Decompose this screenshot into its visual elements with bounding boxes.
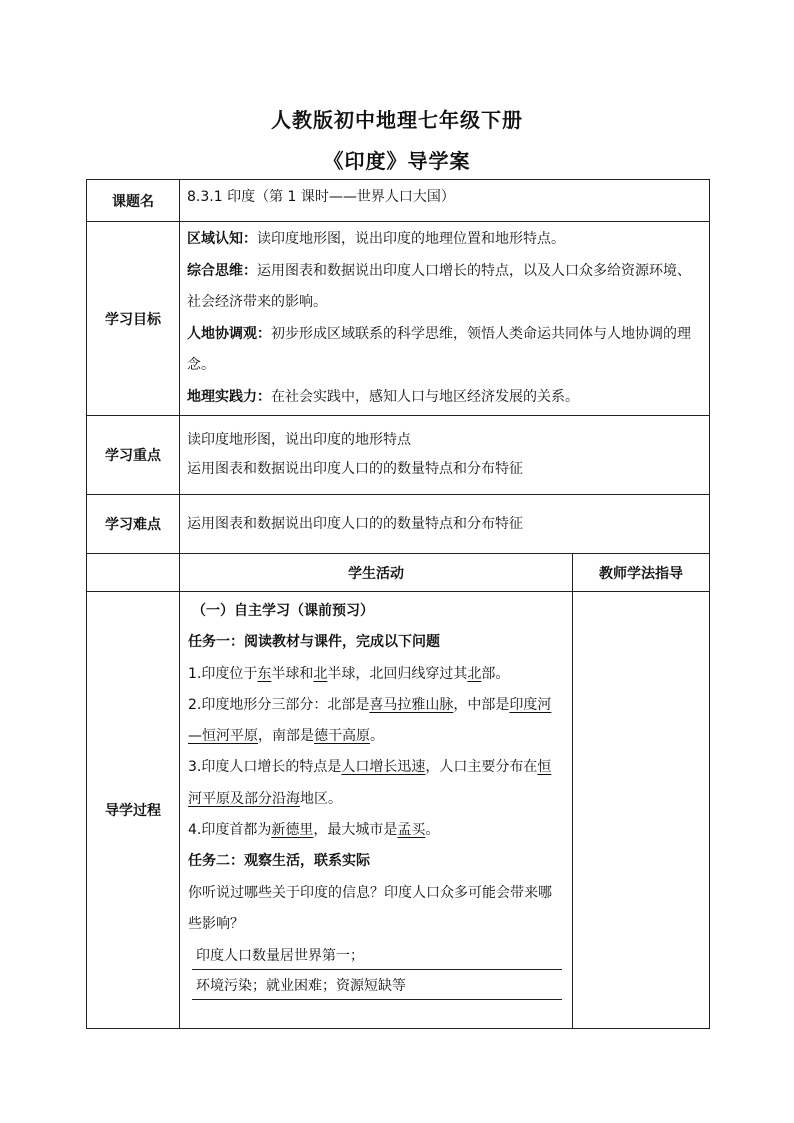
student-activity-header: 学生活动 — [180, 554, 573, 592]
answer-blank: 印度河—恒河平原 — [188, 696, 552, 745]
goals-row — [87, 222, 710, 416]
answer-blank: 北 — [313, 665, 328, 682]
key-content — [180, 416, 710, 495]
key-row — [87, 416, 710, 495]
key-point: 运用图表和数据说出印度人口的的数量特点和分布特征 — [187, 461, 523, 477]
goals-content — [180, 222, 710, 416]
key-point: 读印度地形图，说出印度的地形特点 — [187, 432, 411, 448]
question-3: 3.印度人口增长的特点是人口增长迅速，人口主要分布在恒河平原及部分沿海地区。 — [188, 759, 552, 807]
difficulty-text: 运用图表和数据说出印度人口的的数量特点和分布特征 — [180, 495, 710, 554]
question-4: 4.印度首都为新德里，最大城市是孟买。 — [188, 822, 440, 839]
answer-blank: 北 — [467, 665, 482, 682]
topic-value: 8.3.1 印度（第 1 课时——世界人口大国） — [180, 180, 710, 222]
teacher-guidance-header: 教师学法指导 — [573, 554, 710, 592]
answer-line-1: 印度人口数量居世界第一； — [192, 943, 562, 970]
key-label: 学习重点 — [87, 416, 180, 495]
column-header-row — [87, 554, 710, 592]
section-heading: （一）自主学习（课前预习） — [192, 603, 374, 619]
difficulty-label: 学习难点 — [87, 495, 180, 554]
goal-item: 人地协调观：初步形成区域联系的科学思维，领悟人类命运共同体与人地协调的理念。 — [187, 325, 691, 373]
answer-line-2: 环境污染；就业困难；资源短缺等 — [192, 973, 562, 1000]
goals-label: 学习目标 — [87, 222, 180, 416]
guide-table — [86, 179, 710, 1029]
answer-blank: 喜马拉雅山脉 — [369, 696, 454, 713]
document-title: 人教版初中地理七年级下册 — [271, 108, 523, 132]
answer-blank: 东 — [257, 665, 272, 682]
answer-blank: 新德里 — [271, 822, 314, 839]
teacher-guidance-content — [573, 592, 710, 1029]
topic-row — [87, 180, 710, 222]
empty-header-cell — [87, 554, 180, 592]
process-row — [87, 592, 710, 1029]
question-1: 1.印度位于东半球和北半球，北回归线穿过其北部。 — [188, 665, 510, 682]
answer-blank: 恒河平原及部分沿海 — [188, 759, 552, 807]
answer-blank: 德干高原 — [314, 728, 370, 745]
goal-item: 地理实践力：在社会实践中，感知人口与地区经济发展的关系。 — [187, 388, 579, 405]
difficulty-row — [87, 495, 710, 554]
open-question: 你听说过哪些关于印度的信息？印度人口众多可能会带来哪些影响？ — [188, 884, 552, 932]
document-subtitle: 《印度》导学案 — [323, 149, 471, 173]
task-two-heading: 任务二：观察生活，联系实际 — [188, 853, 370, 870]
topic-label: 课题名 — [87, 180, 180, 222]
answer-blank: 人口增长迅速 — [341, 759, 426, 776]
goal-item: 综合思维：运用图表和数据说出印度人口增长的特点，以及人口众多给资源环境、社会经济带来的影响。 — [187, 262, 691, 310]
task-one-heading: 任务一：阅读教材与课件，完成以下问题 — [188, 634, 440, 651]
student-activity-content — [180, 592, 573, 1029]
question-2: 2.印度地形分三部分：北部是喜马拉雅山脉，中部是印度河—恒河平原，南部是德干高原。 — [188, 696, 552, 745]
answer-blank: 孟买 — [397, 822, 426, 839]
process-label: 导学过程 — [87, 592, 180, 1029]
goal-item: 区域认知：读印度地形图，说出印度的地理位置和地形特点。 — [187, 231, 565, 247]
